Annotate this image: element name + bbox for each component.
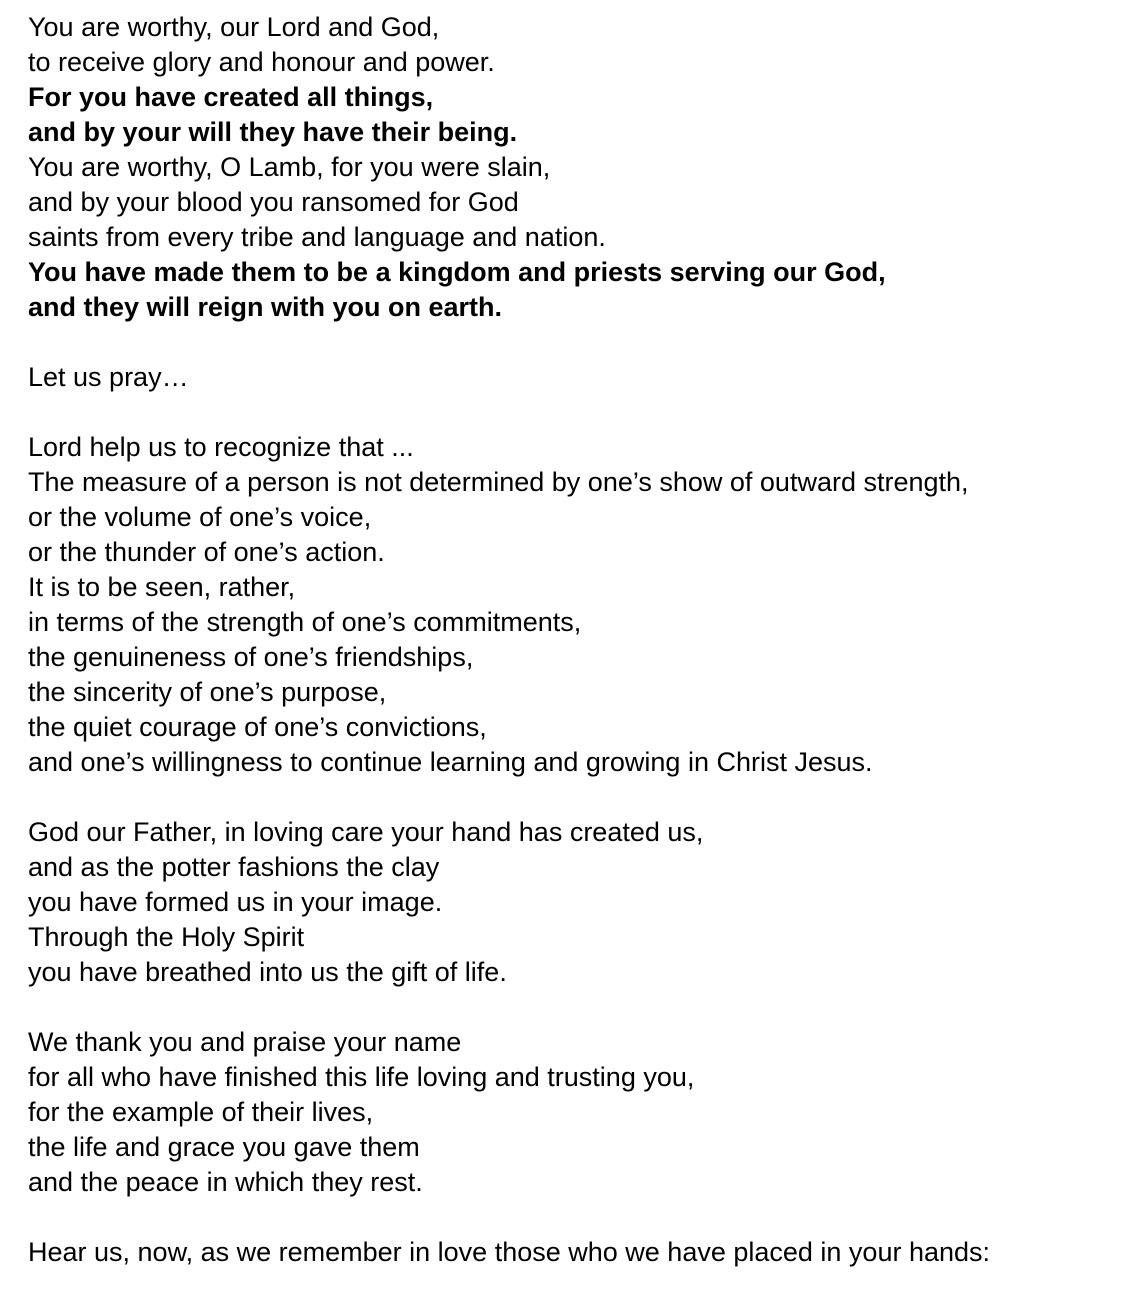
text-line: or the volume of one’s voice, xyxy=(28,502,372,532)
text-line: You are worthy, O Lamb, for you were slain, xyxy=(28,152,551,182)
text-line: God our Father, in loving care your hand has created us, xyxy=(28,817,704,847)
remembrance-stanza xyxy=(28,1235,1118,1270)
response-line: You have made them to be a kingdom and priests serving our God, xyxy=(28,257,886,287)
text-line: We thank you and praise your name xyxy=(28,1027,462,1057)
paragraph-gap xyxy=(28,325,1118,360)
text-line: You are worthy, our Lord and God, xyxy=(28,12,440,42)
text-line: and one’s willingness to continue learning and growing in Christ Jesus. xyxy=(28,747,873,777)
text-line: the genuineness of one’s friendships, xyxy=(28,642,474,672)
paragraph-gap xyxy=(28,395,1118,430)
text-line: to receive glory and honour and power. xyxy=(28,47,495,77)
thanksgiving-stanza xyxy=(28,1025,1118,1200)
text-line: It is to be seen, rather, xyxy=(28,572,296,602)
text-line: Through the Holy Spirit xyxy=(28,922,305,952)
paragraph-gap xyxy=(28,780,1118,815)
text-line: the quiet courage of one’s convictions, xyxy=(28,712,487,742)
text-line: or the thunder of one’s action. xyxy=(28,537,385,567)
reflection-stanza xyxy=(28,430,1118,780)
text-line: Lord help us to recognize that ... xyxy=(28,432,414,462)
text-line: in terms of the strength of one’s commitments, xyxy=(28,607,582,637)
paragraph-gap xyxy=(28,990,1118,1025)
text-line: The measure of a person is not determined by one’s show of outward strength, xyxy=(28,467,969,497)
text-line: for all who have finished this life loving and trusting you, xyxy=(28,1062,695,1092)
response-line: and they will reign with you on earth. xyxy=(28,292,503,322)
text-line: Let us pray… xyxy=(28,362,189,392)
text-line: for the example of their lives, xyxy=(28,1097,374,1127)
text-line: and the peace in which they rest. xyxy=(28,1167,423,1197)
text-line: you have breathed into us the gift of life. xyxy=(28,957,507,987)
text-line: saints from every tribe and language and nation. xyxy=(28,222,606,252)
text-line: and by your blood you ransomed for God xyxy=(28,187,519,217)
response-line: For you have created all things, xyxy=(28,82,434,112)
paragraph-gap xyxy=(28,1200,1118,1235)
text-line: you have formed us in your image. xyxy=(28,887,443,917)
prayer-document xyxy=(28,10,1118,1270)
text-line: Hear us, now, as we remember in love those who we have placed in your hands: xyxy=(28,1237,991,1267)
canticle-stanza xyxy=(28,10,1118,325)
text-line: the sincerity of one’s purpose, xyxy=(28,677,387,707)
text-line: the life and grace you gave them xyxy=(28,1132,420,1162)
response-line: and by your will they have their being. xyxy=(28,117,518,147)
creation-prayer-stanza xyxy=(28,815,1118,990)
invitation-stanza xyxy=(28,360,1118,395)
text-line: and as the potter fashions the clay xyxy=(28,852,440,882)
